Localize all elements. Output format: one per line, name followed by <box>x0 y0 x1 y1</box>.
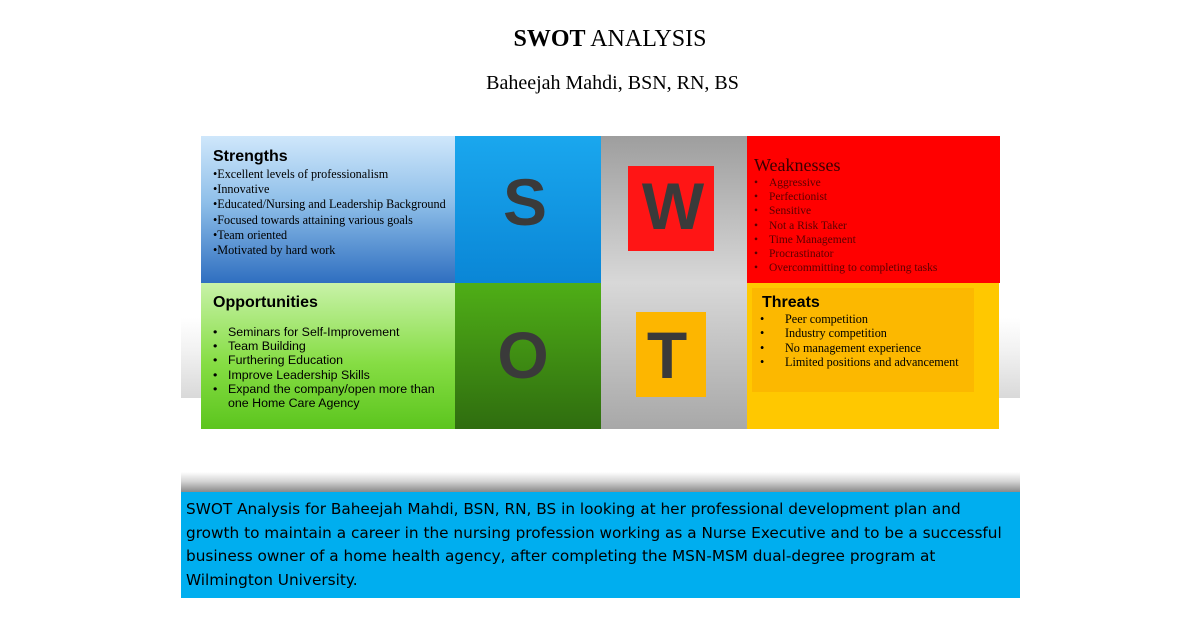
bullet-icon: • <box>754 177 759 189</box>
threats-heading: Threats <box>762 294 820 311</box>
weakness-text: Sensitive <box>769 205 812 218</box>
weakness-item <box>754 247 937 261</box>
threat-item <box>760 312 959 326</box>
strength-item: •Motivated by hard work <box>213 243 336 258</box>
bullet-icon: • <box>760 326 765 341</box>
threat-text: Limited positions and advancement <box>785 355 959 370</box>
page-subtitle: Baheejah Mahdi, BSN, RN, BS <box>486 72 739 94</box>
opportunity-text: Expand the company/open more than one Home Care Agency <box>228 381 435 411</box>
strength-item: •Excellent levels of professionalism <box>213 167 389 181</box>
opportunity-text: Improve Leadership Skills <box>228 367 370 382</box>
threat-item <box>760 326 959 340</box>
bullet-icon: • <box>754 191 759 204</box>
threat-text: Peer competition <box>785 312 868 326</box>
weakness-item <box>754 190 937 204</box>
bullet-icon: • <box>760 312 765 326</box>
bullet-icon: • <box>754 262 759 275</box>
description-box: SWOT Analysis for Baheejah Mahdi, BSN, RN, BS in looking at her professional development plan and growth to maintain a career in the nursing profession working as a Nurse Executive and to be a successful business owner of a home health agency, after completing the MSN-MSM dual-degree program at Wilmington University. <box>181 492 1020 598</box>
opportunity-item <box>213 368 443 382</box>
bullet-icon: • <box>754 205 759 218</box>
threats-list <box>760 312 959 370</box>
bullet-icon: • <box>213 339 218 354</box>
strengths-list <box>213 167 453 258</box>
weakness-text: Time Management <box>769 233 856 246</box>
opportunity-item <box>213 339 443 353</box>
bullet-icon: • <box>754 233 759 246</box>
threat-text: No management experience <box>785 340 922 355</box>
strength-item: •Team oriented <box>213 227 288 242</box>
weakness-text: Perfectionist <box>769 191 828 204</box>
letter-o: O <box>497 318 549 392</box>
bullet-icon: • <box>213 367 218 382</box>
weakness-text: Procrastinator <box>769 248 834 261</box>
strength-item: •Educated/Nursing and Leadership Background <box>213 197 446 212</box>
letter-t: T <box>646 318 688 392</box>
threat-item <box>760 355 959 369</box>
letter-s: S <box>502 165 548 239</box>
description-top-bar <box>181 472 1020 492</box>
title-rest: ANALYSIS <box>585 26 707 52</box>
opportunity-item <box>213 325 443 339</box>
weakness-item <box>754 233 937 247</box>
strength-item: •Focused towards attaining various goals <box>213 212 413 227</box>
weakness-text: Not a Risk Taker <box>769 219 847 232</box>
weakness-item <box>754 176 937 190</box>
opportunities-list <box>213 325 443 410</box>
strength-item: •Innovative <box>213 182 270 197</box>
weaknesses-list <box>754 176 937 275</box>
opportunity-item <box>213 382 443 410</box>
weakness-text: Aggressive <box>769 177 821 189</box>
threat-item <box>760 341 959 355</box>
opportunity-text: Seminars for Self-Improvement <box>228 325 400 339</box>
weakness-item <box>754 204 937 218</box>
strengths-heading: Strengths <box>213 148 288 165</box>
weakness-item <box>754 261 937 275</box>
opportunity-text: Furthering Education <box>228 353 344 368</box>
bullet-icon: • <box>760 355 765 370</box>
threat-text: Industry competition <box>785 326 887 341</box>
weakness-text: Overcommitting to completing tasks <box>769 262 938 275</box>
weaknesses-heading: Weaknesses <box>754 155 841 175</box>
letter-w: W <box>641 169 705 243</box>
opportunity-text: Team Building <box>228 339 306 354</box>
bullet-icon: • <box>754 219 759 232</box>
bullet-icon: • <box>213 381 218 396</box>
page-title <box>0 26 1200 53</box>
weakness-item <box>754 219 937 233</box>
title-bold: SWOT <box>513 26 586 52</box>
opportunity-item <box>213 353 443 367</box>
bullet-icon: • <box>213 353 218 368</box>
bullet-icon: • <box>760 340 765 355</box>
opportunities-heading: Opportunities <box>213 294 318 311</box>
bullet-icon: • <box>754 248 759 261</box>
bullet-icon: • <box>213 325 218 339</box>
